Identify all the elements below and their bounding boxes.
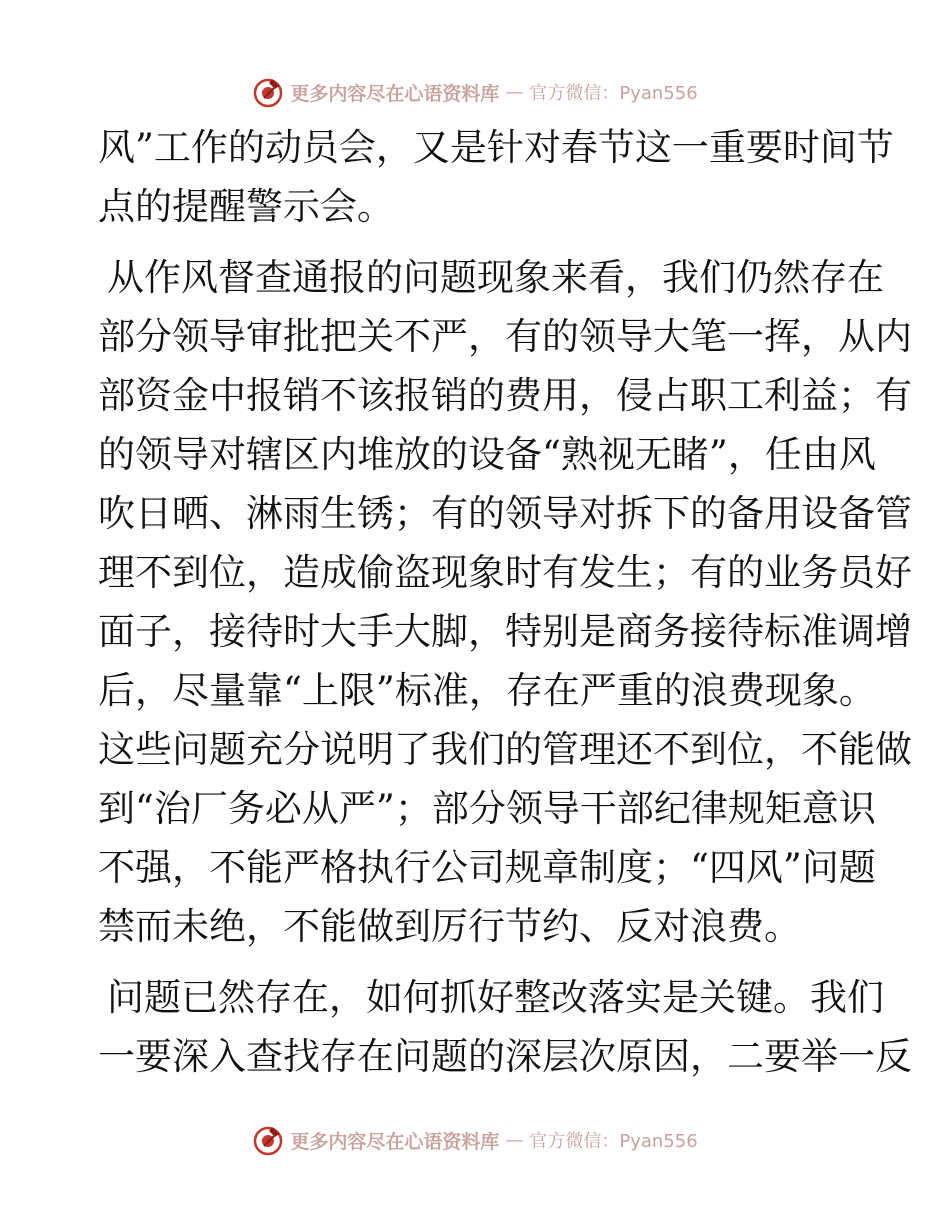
body-text-line: 不强，不能严格执行公司规章制度；“四风”问题: [98, 846, 876, 889]
body-text-line: 面子，接待时大手大脚，特别是商务接待标准调增: [98, 610, 912, 653]
banner-main-text: 更多内容尽在心语资料库: [290, 82, 500, 105]
brand-logo-icon: [252, 76, 284, 108]
header-watermark-banner: [0, 72, 950, 112]
banner-main-text: 更多内容尽在心语资料库: [290, 1130, 500, 1153]
body-text-line: 从作风督查通报的问题现象来看，我们仍然存在: [107, 256, 884, 299]
body-text-line: 的领导对辖区内堆放的设备“熟视无睹”，任由风: [98, 433, 876, 476]
body-text-line: 到“治厂务必从严”；部分领导干部纪律规矩意识: [98, 787, 876, 830]
body-text-line: 吹日晒、淋雨生锈；有的领导对拆下的备用设备管: [98, 492, 912, 535]
banner-wechat-text: 官方微信：Pyan556: [529, 83, 698, 104]
body-text-line: 后，尽量靠“上限”标准，存在严重的浪费现象。: [98, 669, 876, 712]
body-text-line: 这些问题充分说明了我们的管理还不到位，不能做: [98, 728, 912, 771]
body-text-line: 部分领导审批把关不严，有的领导大笔一挥，从内: [98, 315, 912, 358]
brand-logo-icon: [252, 1124, 284, 1156]
body-text-line: 理不到位，造成偷盗现象时有发生；有的业务员好: [98, 551, 912, 594]
body-text-line: 风”工作的动员会，又是针对春节这一重要时间节: [98, 126, 894, 169]
banner-wechat-text: 官方微信：Pyan556: [529, 1131, 698, 1152]
footer-watermark-banner: [0, 1120, 950, 1160]
body-text-line: 禁而未绝，不能做到厉行节约、反对浪费。: [98, 905, 801, 948]
body-text-line: 一要深入查找存在问题的深层次原因，二要举一反: [98, 1035, 912, 1078]
body-text-line: 点的提醒警示会。: [98, 185, 394, 228]
body-text-line: 部资金中报销不该报销的费用，侵占职工利益；有: [98, 374, 912, 417]
banner-separator: —: [505, 1129, 524, 1151]
banner-separator: —: [505, 81, 524, 103]
body-text-line: 问题已然存在，如何抓好整改落实是关键。我们: [107, 976, 884, 1019]
